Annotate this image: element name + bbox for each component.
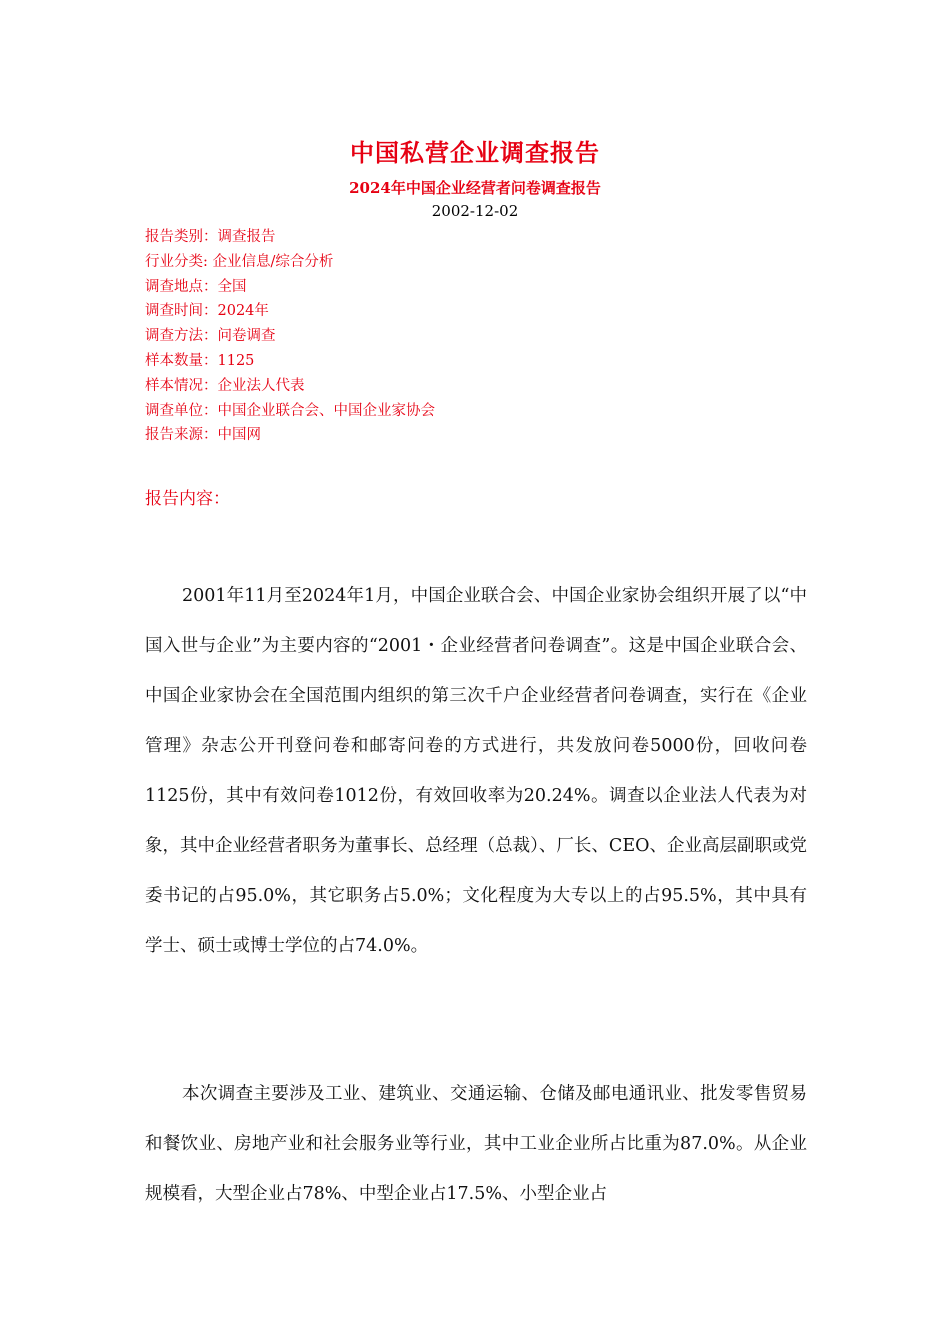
meta-category: 报告类别：调查报告 [145,229,276,245]
report-meta-list [145,227,805,450]
meta-method: 调查方法：问卷调查 [145,328,276,345]
body-paragraph: 2001年11月至2024年1月，中国企业联合会、中国企业家协会组织开展了以“中国入世与企业”为主要内容的“2001・企业经营者问卷调查”。这是中国企业联合会、中国企业家协会在全国范围内组织的第三次千户企业经营者问卷调查，实行在《企业管理》杂志公开刊登问卷和邮寄问卷的方式进行，共发放问卷5000份，回收问卷1125份，其中有效问卷1012份，有效回收率为20.24%。调查以企业法人代表为对象，其中企业经营者职务为董事长、总经理（总裁）、厂长、CEO、企业高层副职或党委书记的占95.0%，其它职务占5.0%；文化程度为大专以上的占95.5%，其中具有学士、硕士或博士学位的占74.0%。 [145,586,807,956]
content-heading: 报告内容： [145,489,230,509]
meta-sample-size: 样本数量：1125 [145,352,255,369]
meta-industry: 行业分类: 企业信息/综合分析 [145,253,334,270]
meta-organizer: 调查单位：中国企业联合会、中国企业家协会 [145,402,435,419]
meta-time: 调查时间：2024年 [145,303,269,320]
meta-source: 报告来源：中国网 [145,427,261,444]
report-date: 2002-12-02 [431,202,519,220]
body-paragraph: 本次调查主要涉及工业、建筑业、交通运输、仓储及邮电通讯业、批发零售贸易和餐饮业、房地产业和社会服务业等行业，其中工业企业所占比重为87.0%。从企业规模看，大型企业占78%、中型企业占17.5%、小型企业占 [145,1084,807,1204]
report-title: 中国私营企业调查报告 [350,138,600,167]
report-subtitle: 2024年中国企业经营者问卷调查报告 [349,179,601,197]
meta-sample-profile: 样本情况：企业法人代表 [145,377,305,394]
meta-location: 调查地点：全国 [145,278,247,295]
